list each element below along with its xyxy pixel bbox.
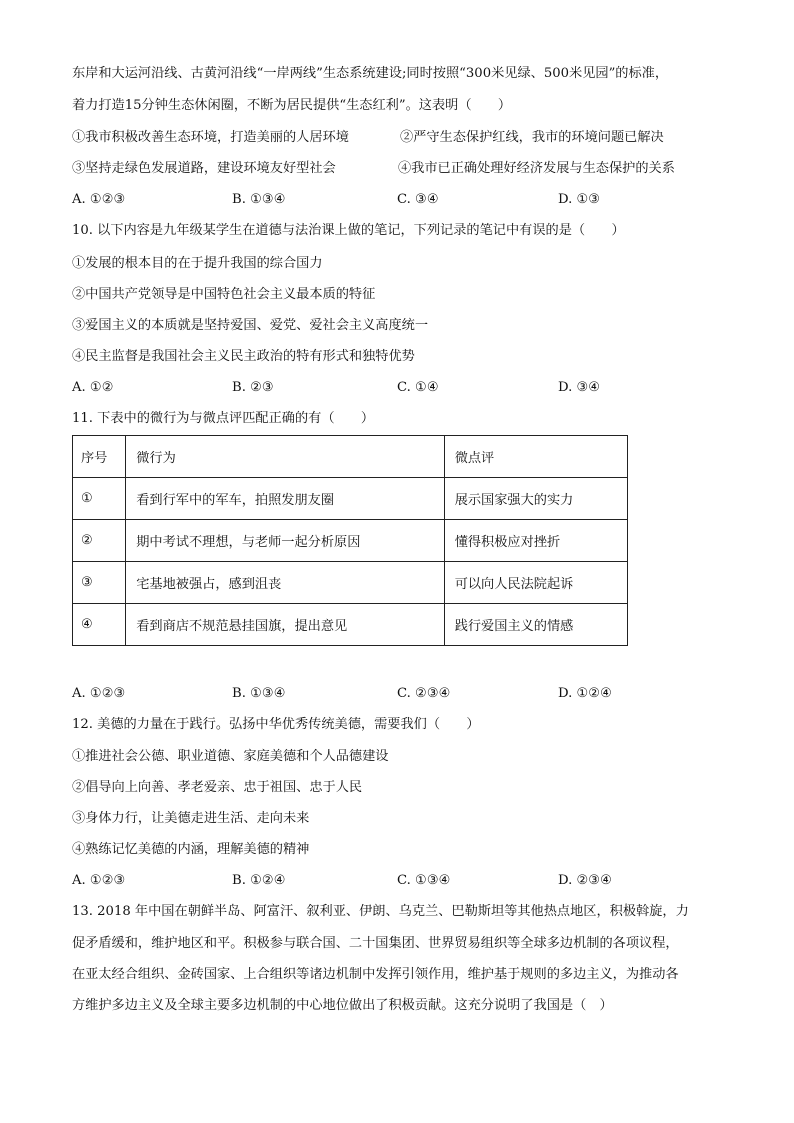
- q9-option-c[interactable]: C. ③④: [397, 192, 439, 207]
- table-cell: ③: [73, 562, 126, 604]
- table-row: [73, 478, 628, 520]
- q9-stem-line2: 着力打造15分钟生态休闲圈，不断为居民提供“生态红利”。这表明（ ）: [72, 98, 512, 113]
- table-cell: ①: [73, 478, 126, 520]
- table-cell: 看到商店不规范悬挂国旗，提出意见: [126, 604, 444, 646]
- q13-stem-line4: 方维护多边主义及全球主要多边机制的中心地位做出了积极贡献。这充分说明了我国是（ ）: [72, 998, 613, 1013]
- q9-option-b[interactable]: B. ①③④: [232, 192, 286, 207]
- q9-options: [72, 190, 732, 210]
- q9-statement-2: ②严守生态保护红线，我市的环境问题已解决: [400, 130, 664, 145]
- q12-statement-1: ①推进社会公德、职业道德、家庭美德和个人品德建设: [72, 749, 389, 764]
- q10-statement-3: ③爱国主义的本质就是坚持爱国、爱党、爱社会主义高度统一: [72, 318, 429, 333]
- table-cell: 展示国家强大的实力: [444, 478, 627, 520]
- q11-option-b[interactable]: B. ①③④: [232, 686, 286, 701]
- q10-option-a[interactable]: A. ①②: [72, 380, 114, 395]
- table-header-cell: 微点评: [444, 436, 627, 478]
- q9-statements-row1: [72, 128, 752, 148]
- table-cell: 可以向人民法院起诉: [444, 562, 627, 604]
- q12-option-b[interactable]: B. ①②④: [232, 873, 286, 888]
- table-cell: 践行爱国主义的情感: [444, 604, 627, 646]
- q11-table: [72, 435, 628, 646]
- table-cell: 懂得积极应对挫折: [444, 520, 627, 562]
- table-cell: ④: [73, 604, 126, 646]
- table-header-cell: 序号: [73, 436, 126, 478]
- q12-option-c[interactable]: C. ①③④: [397, 873, 451, 888]
- q9-option-d[interactable]: D. ①③: [558, 192, 601, 207]
- q10-option-c[interactable]: C. ①④: [397, 380, 439, 395]
- q9-statement-1: ①我市积极改善生态环境，打造美丽的人居环境: [72, 130, 349, 145]
- table-cell: 看到行军中的军车，拍照发朋友圈: [126, 478, 444, 520]
- table-row: [73, 520, 628, 562]
- q12-option-a[interactable]: A. ①②③: [72, 873, 126, 888]
- q13-stem-line1: 13. 2018 年中国在朝鲜半岛、阿富汗、叙利亚、伊朗、乌克兰、巴勒斯坦等其他热点地区，积极斡旋，力: [72, 904, 689, 919]
- q10-stem: 10. 以下内容是九年级某学生在道德与法治课上做的笔记，下列记录的笔记中有误的是（ ）: [72, 223, 625, 238]
- q11-option-c[interactable]: C. ②③④: [397, 686, 451, 701]
- table-row: [73, 562, 628, 604]
- q11-stem: 11. 下表中的微行为与微点评匹配正确的有（ ）: [72, 411, 375, 426]
- table-cell: 期中考试不理想，与老师一起分析原因: [126, 520, 444, 562]
- q10-statement-1: ①发展的根本目的在于提升我国的综合国力: [72, 256, 323, 271]
- q10-options: [72, 378, 732, 398]
- q10-statement-4: ④民主监督是我国社会主义民主政治的特有形式和独特优势: [72, 349, 415, 364]
- q11-option-a[interactable]: A. ①②③: [72, 686, 126, 701]
- q10-statement-2: ②中国共产党领导是中国特色社会主义最本质的特征: [72, 287, 376, 302]
- table-cell: ②: [73, 520, 126, 562]
- q10-option-d[interactable]: D. ③④: [558, 380, 601, 395]
- q12-statement-4: ④熟练记忆美德的内涵，理解美德的精神: [72, 842, 310, 857]
- q12-stem: 12. 美德的力量在于践行。弘扬中华优秀传统美德，需要我们（ ）: [72, 717, 480, 732]
- table-header-cell: 微行为: [126, 436, 444, 478]
- q12-statement-3: ③身体力行，让美德走进生活、走向未来: [72, 811, 310, 826]
- q9-option-a[interactable]: A. ①②③: [72, 192, 126, 207]
- q9-statements-row2: [72, 159, 752, 179]
- q11-options: [72, 684, 732, 704]
- q13-stem-line2: 促矛盾缓和，维护地区和平。积极参与联合国、二十国集团、世界贸易组织等全球多边机制的各项议程，: [72, 936, 679, 951]
- q11-option-d[interactable]: D. ①②④: [558, 686, 612, 701]
- q12-statement-2: ②倡导向上向善、孝老爱亲、忠于祖国、忠于人民: [72, 780, 363, 795]
- q10-option-b[interactable]: B. ②③: [232, 380, 274, 395]
- q12-options: [72, 871, 732, 891]
- q12-option-d[interactable]: D. ②③④: [558, 873, 612, 888]
- table-cell: 宅基地被强占，感到沮丧: [126, 562, 444, 604]
- table-header-row: [73, 436, 628, 478]
- table-row: [73, 604, 628, 646]
- q13-stem-line3: 在亚太经合组织、金砖国家、上合组织等诸边机制中发挥引领作用，维护基于规则的多边主义，为推动各: [72, 967, 679, 982]
- q9-statement-3: ③坚持走绿色发展道路，建设环境友好型社会: [72, 161, 336, 176]
- q9-statement-4: ④我市已正确处理好经济发展与生态保护的关系: [398, 161, 675, 176]
- q9-stem-line1: 东岸和大运河沿线、古黄河沿线“一岸两线”生态系统建设;同时按照“300米见绿、500米见园”的标准，: [72, 66, 669, 81]
